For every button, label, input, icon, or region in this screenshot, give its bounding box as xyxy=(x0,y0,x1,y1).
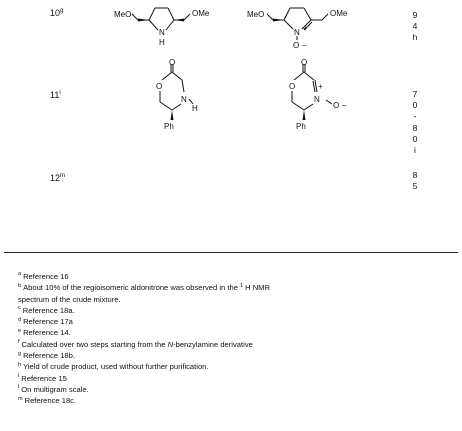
footnote: $^e$ Reference 14. xyxy=(18,327,71,338)
yield-value: 9 4 h xyxy=(412,10,418,43)
nitrogen-label: N xyxy=(159,28,165,37)
methoxy-right-label: OMe xyxy=(192,9,210,18)
methoxy-left-label: MeO xyxy=(247,10,265,19)
footnotes xyxy=(18,271,458,407)
anion-label: − xyxy=(302,41,307,50)
carbonyl-oxygen-label: O xyxy=(301,58,308,67)
anion-label: − xyxy=(342,101,347,110)
footnote: $^m$ Reference 18c. xyxy=(18,395,77,406)
yield-value: 8 5 xyxy=(412,170,418,192)
oxygen-label: O xyxy=(333,101,340,110)
charge-label: + xyxy=(303,24,308,33)
footnote: $^d$ Reference 17a xyxy=(18,316,73,327)
entry-number: 12$^m$ xyxy=(50,173,66,183)
entry-number: 11$^i$ xyxy=(50,90,61,100)
nitrogen-label: N xyxy=(181,95,187,104)
footnote: spectrum of the crude mixture. xyxy=(18,294,121,304)
hydrogen-label: H xyxy=(192,104,198,113)
footnote: $^h$ Yield of crude product, used without further purification. xyxy=(18,361,209,372)
footnote: $^b$ About 10% of the regioisomeric aldonitrone was observed in the $^1$ H NMR xyxy=(18,282,270,293)
phenyl-label: Ph xyxy=(164,122,174,131)
footnote: $^f$ Calculated over two steps starting from the N-benzylamine derivative xyxy=(18,339,253,349)
footnote: $^l$ On multigram scale. xyxy=(18,384,89,394)
footnote: $^g$ Reference 18b. xyxy=(18,350,75,361)
footnote: $^a$ Reference 16 xyxy=(18,271,69,281)
pyrroline-nitrone-structure xyxy=(244,2,374,50)
table-bottom-rule xyxy=(4,252,458,253)
entry-number: 10$^g$ xyxy=(50,8,64,18)
oxygen-label: O xyxy=(293,41,300,50)
yield-value: 7 0 - 8 0 i xyxy=(412,89,418,156)
pyrrolidine-amine-structure xyxy=(88,2,213,50)
ring-oxygen-label: O xyxy=(289,82,296,91)
footnote: $^c$ Reference 18a. xyxy=(18,305,75,315)
ring-oxygen-label: O xyxy=(156,82,163,91)
charge-label: + xyxy=(318,82,323,91)
methoxy-right-label: OMe xyxy=(330,9,348,18)
morpholinone-nitrone-structure xyxy=(289,58,362,138)
hydrogen-label: H xyxy=(159,38,165,47)
nitrogen-label: N xyxy=(294,28,300,37)
methoxy-left-label: MeO xyxy=(114,10,132,19)
footnote: $^i$ Reference 15 xyxy=(18,373,67,383)
morpholinone-amine-structure xyxy=(150,58,210,138)
phenyl-label: Ph xyxy=(296,122,306,131)
nitrogen-label: N xyxy=(314,95,320,104)
carbonyl-oxygen-label: O xyxy=(169,58,176,67)
